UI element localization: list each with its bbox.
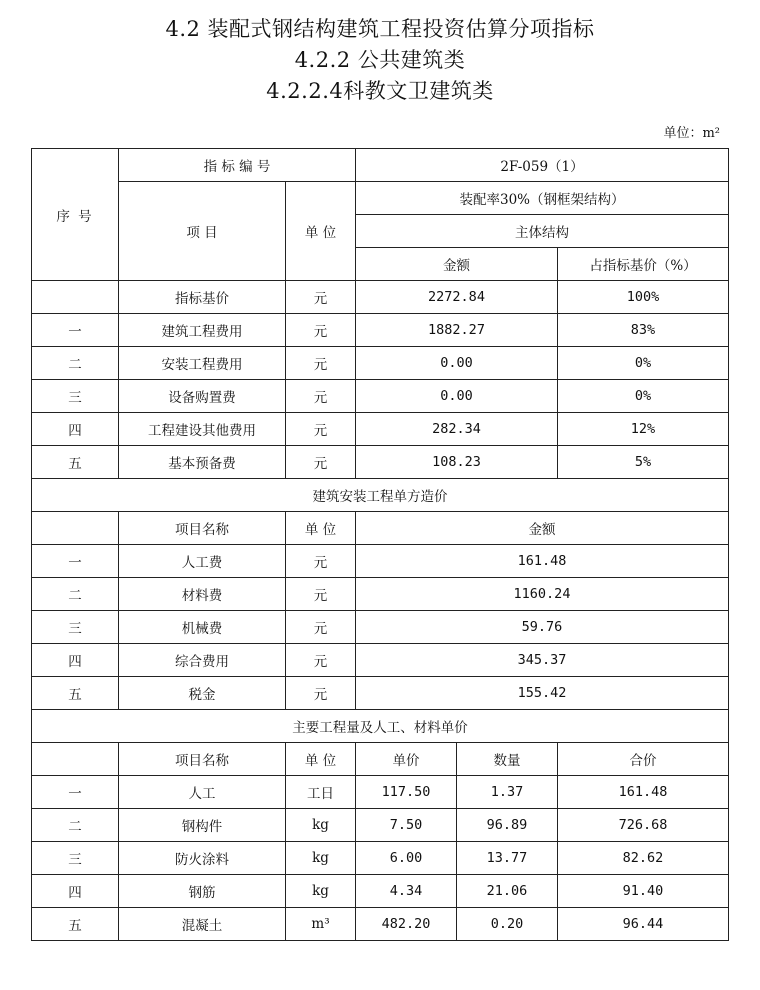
row-total: 726.68 bbox=[558, 809, 729, 842]
row-amount: 282.34 bbox=[356, 413, 558, 446]
header-index-code-value: 2F-059（1） bbox=[356, 149, 729, 182]
row-seq bbox=[32, 281, 119, 314]
table-row bbox=[32, 611, 729, 644]
row-item: 防火涂料 bbox=[119, 842, 286, 875]
row-amount: 59.76 bbox=[356, 611, 729, 644]
row-total: 91.40 bbox=[558, 875, 729, 908]
unit-note: 单位：m² bbox=[663, 126, 720, 141]
row-unit: 元 bbox=[286, 545, 356, 578]
title-block bbox=[0, 14, 760, 107]
row-amount: 155.42 bbox=[356, 677, 729, 710]
header-row-code bbox=[32, 149, 729, 182]
table-row bbox=[32, 347, 729, 380]
row-item: 税金 bbox=[119, 677, 286, 710]
row-item: 混凝土 bbox=[119, 908, 286, 941]
row-qty: 1.37 bbox=[457, 776, 558, 809]
row-qty: 21.06 bbox=[457, 875, 558, 908]
row-item: 综合费用 bbox=[119, 644, 286, 677]
table-row bbox=[32, 809, 729, 842]
row-unit: m³ bbox=[286, 908, 356, 941]
row-total: 161.48 bbox=[558, 776, 729, 809]
table-row bbox=[32, 644, 729, 677]
row-seq: 五 bbox=[32, 908, 119, 941]
section3-header-unit: 单 位 bbox=[286, 743, 356, 776]
section3-title-row bbox=[32, 710, 729, 743]
header-index-code-label: 指 标 编 号 bbox=[119, 149, 356, 182]
row-unit: 元 bbox=[286, 578, 356, 611]
row-share: 83% bbox=[558, 314, 729, 347]
row-unit: 元 bbox=[286, 347, 356, 380]
section3-header-price: 单价 bbox=[356, 743, 457, 776]
table-row bbox=[32, 446, 729, 479]
table-row bbox=[32, 842, 729, 875]
row-item: 人工费 bbox=[119, 545, 286, 578]
row-amount: 2272.84 bbox=[356, 281, 558, 314]
row-seq: 一 bbox=[32, 545, 119, 578]
row-amount: 108.23 bbox=[356, 446, 558, 479]
table-row bbox=[32, 677, 729, 710]
row-qty: 13.77 bbox=[457, 842, 558, 875]
header-unit: 单 位 bbox=[286, 182, 356, 281]
row-item: 钢筋 bbox=[119, 875, 286, 908]
row-seq: 二 bbox=[32, 809, 119, 842]
row-seq: 四 bbox=[32, 413, 119, 446]
section2-title: 建筑安装工程单方造价 bbox=[32, 479, 729, 512]
index-table bbox=[31, 148, 729, 941]
section2-body bbox=[32, 545, 729, 710]
table-row bbox=[32, 578, 729, 611]
section2-header-row bbox=[32, 512, 729, 545]
row-total: 82.62 bbox=[558, 842, 729, 875]
section3-header-qty: 数量 bbox=[457, 743, 558, 776]
table-row bbox=[32, 776, 729, 809]
row-share: 5% bbox=[558, 446, 729, 479]
row-unit: 元 bbox=[286, 446, 356, 479]
row-amount: 161.48 bbox=[356, 545, 729, 578]
row-item: 人工 bbox=[119, 776, 286, 809]
row-seq: 四 bbox=[32, 644, 119, 677]
row-item: 材料费 bbox=[119, 578, 286, 611]
row-amount: 0.00 bbox=[356, 347, 558, 380]
row-amount: 0.00 bbox=[356, 380, 558, 413]
row-qty: 0.20 bbox=[457, 908, 558, 941]
row-item: 建筑工程费用 bbox=[119, 314, 286, 347]
section3-header-row bbox=[32, 743, 729, 776]
row-unit: kg bbox=[286, 842, 356, 875]
table-row bbox=[32, 281, 729, 314]
header-item: 项 目 bbox=[119, 182, 286, 281]
header-amount: 金额 bbox=[356, 248, 558, 281]
row-share: 100% bbox=[558, 281, 729, 314]
section2-header-unit: 单 位 bbox=[286, 512, 356, 545]
row-price: 117.50 bbox=[356, 776, 457, 809]
row-seq: 三 bbox=[32, 380, 119, 413]
header-assembly-rate: 装配率30%（钢框架结构） bbox=[356, 182, 729, 215]
table-row bbox=[32, 413, 729, 446]
row-item: 机械费 bbox=[119, 611, 286, 644]
row-unit: 工日 bbox=[286, 776, 356, 809]
row-amount: 345.37 bbox=[356, 644, 729, 677]
table-row bbox=[32, 908, 729, 941]
row-share: 12% bbox=[558, 413, 729, 446]
table-row bbox=[32, 380, 729, 413]
section2-title-row bbox=[32, 479, 729, 512]
row-qty: 96.89 bbox=[457, 809, 558, 842]
row-seq: 四 bbox=[32, 875, 119, 908]
header-seq: 序 号 bbox=[32, 149, 119, 281]
section2-header-item: 项目名称 bbox=[119, 512, 286, 545]
row-price: 482.20 bbox=[356, 908, 457, 941]
section2-header-seq bbox=[32, 512, 119, 545]
row-item: 工程建设其他费用 bbox=[119, 413, 286, 446]
header-row-assembly bbox=[32, 182, 729, 215]
section1-body bbox=[32, 281, 729, 479]
row-seq: 三 bbox=[32, 611, 119, 644]
row-price: 6.00 bbox=[356, 842, 457, 875]
row-unit: 元 bbox=[286, 677, 356, 710]
section3-header-total: 合价 bbox=[558, 743, 729, 776]
section-title: 4.2 装配式钢结构建筑工程投资估算分项指标 bbox=[165, 17, 595, 41]
row-unit: kg bbox=[286, 809, 356, 842]
row-unit: 元 bbox=[286, 314, 356, 347]
row-seq: 五 bbox=[32, 677, 119, 710]
section3-title: 主要工程量及人工、材料单价 bbox=[32, 710, 729, 743]
row-seq: 二 bbox=[32, 578, 119, 611]
section3-header-seq bbox=[32, 743, 119, 776]
row-share: 0% bbox=[558, 347, 729, 380]
row-seq: 五 bbox=[32, 446, 119, 479]
row-item: 安装工程费用 bbox=[119, 347, 286, 380]
row-unit: 元 bbox=[286, 644, 356, 677]
row-item: 指标基价 bbox=[119, 281, 286, 314]
row-share: 0% bbox=[558, 380, 729, 413]
row-unit: 元 bbox=[286, 611, 356, 644]
table-row bbox=[32, 545, 729, 578]
section3-header-item: 项目名称 bbox=[119, 743, 286, 776]
row-amount: 1160.24 bbox=[356, 578, 729, 611]
row-seq: 一 bbox=[32, 776, 119, 809]
row-price: 4.34 bbox=[356, 875, 457, 908]
row-item: 基本预备费 bbox=[119, 446, 286, 479]
table-row bbox=[32, 875, 729, 908]
section3-body bbox=[32, 776, 729, 941]
category-title: 4.2.2.4科教文卫建筑类 bbox=[266, 79, 494, 103]
row-amount: 1882.27 bbox=[356, 314, 558, 347]
row-item: 钢构件 bbox=[119, 809, 286, 842]
header-share: 占指标基价（%） bbox=[558, 248, 729, 281]
row-unit: 元 bbox=[286, 413, 356, 446]
row-unit: 元 bbox=[286, 380, 356, 413]
row-total: 96.44 bbox=[558, 908, 729, 941]
row-item: 设备购置费 bbox=[119, 380, 286, 413]
row-seq: 二 bbox=[32, 347, 119, 380]
header-main-structure: 主体结构 bbox=[356, 215, 729, 248]
subsection-title: 4.2.2 公共建筑类 bbox=[294, 48, 466, 72]
row-seq: 三 bbox=[32, 842, 119, 875]
row-unit: 元 bbox=[286, 281, 356, 314]
section2-header-amount: 金额 bbox=[356, 512, 729, 545]
row-seq: 一 bbox=[32, 314, 119, 347]
table-row bbox=[32, 314, 729, 347]
row-price: 7.50 bbox=[356, 809, 457, 842]
row-unit: kg bbox=[286, 875, 356, 908]
